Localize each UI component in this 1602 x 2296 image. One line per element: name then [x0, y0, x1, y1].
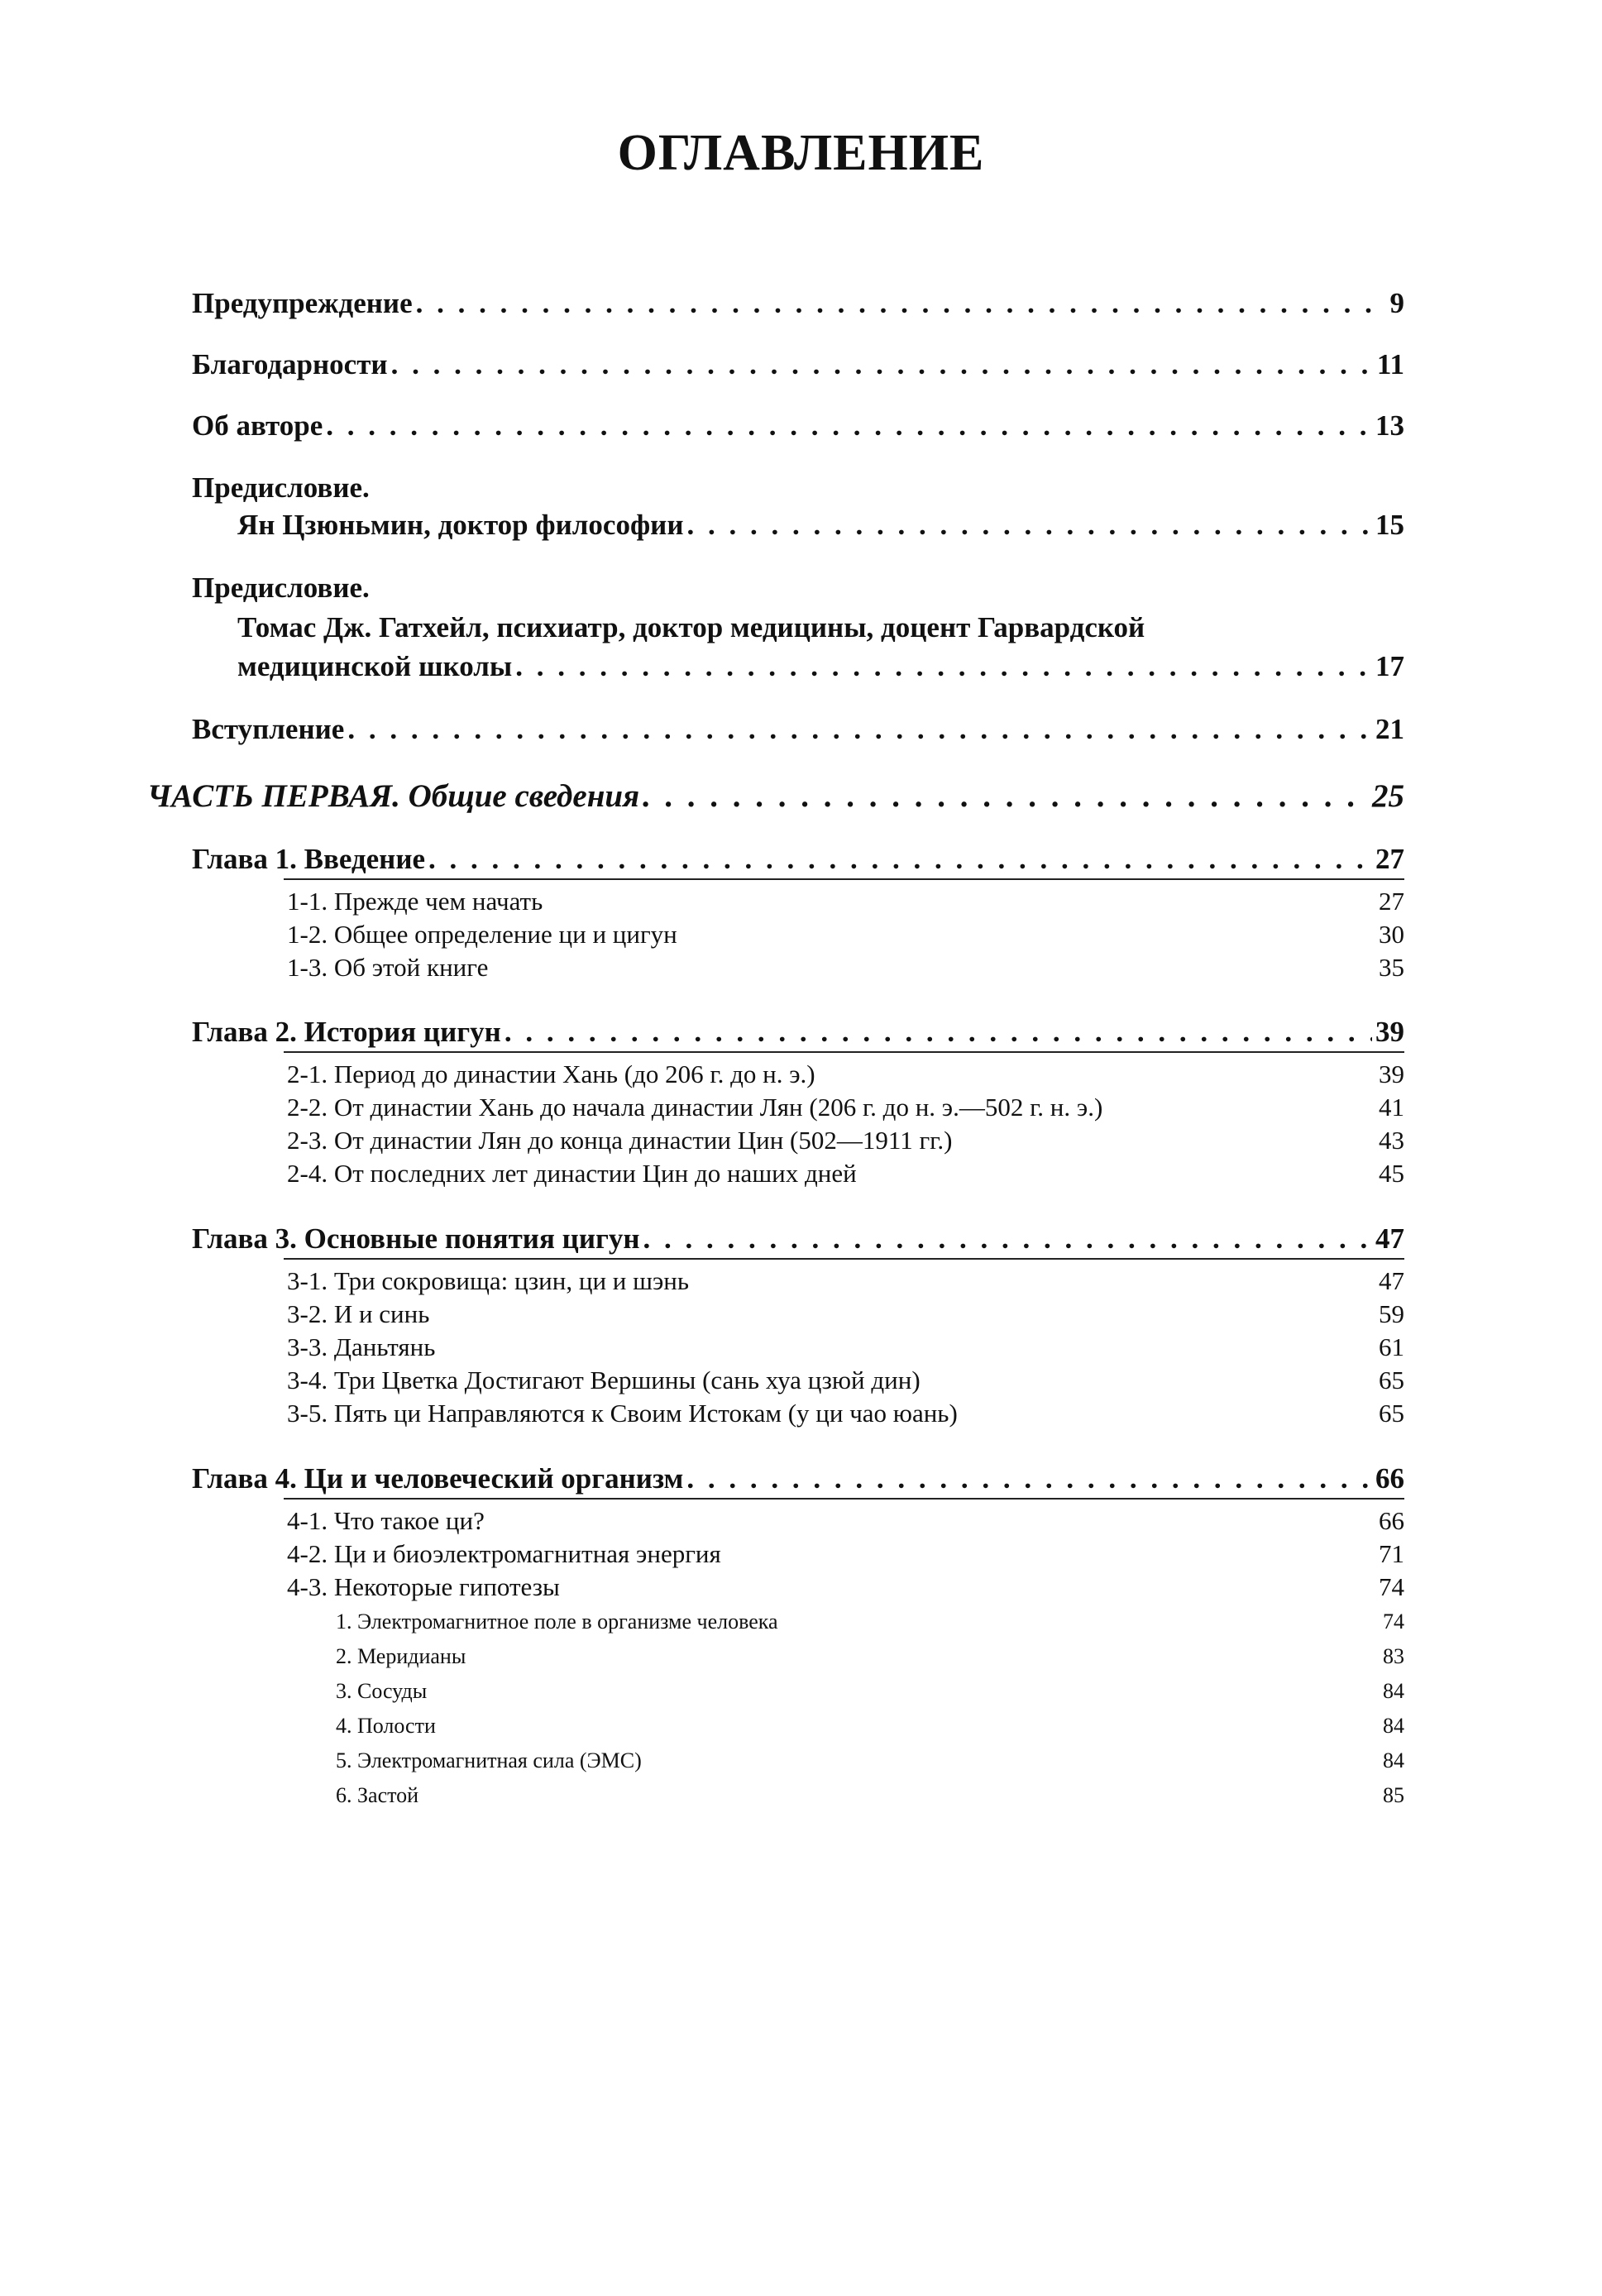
toc-entry-page: 13	[1375, 409, 1404, 442]
section-page: 74	[1379, 1572, 1404, 1601]
toc-entry-label: Предупреждение	[192, 287, 413, 319]
toc-section[interactable]	[287, 1158, 1404, 1189]
toc-entry-label: Об авторе	[192, 409, 323, 442]
chapter-label: Глава 1. Введение	[192, 843, 426, 875]
section-label: 1-1. Прежде чем начать	[287, 887, 543, 916]
section-label: 3-3. Даньтянь	[287, 1332, 436, 1361]
toc-chapter-2[interactable]	[192, 1015, 1404, 1050]
toc-entry-acknowledgements[interactable]	[192, 347, 1404, 382]
toc-section[interactable]	[287, 1059, 1404, 1090]
toc-section[interactable]	[287, 1125, 1404, 1156]
toc-section[interactable]	[287, 1538, 1404, 1570]
leader-dots	[416, 286, 1387, 321]
chapter-divider	[284, 1258, 1404, 1260]
section-label: 3-1. Три сокровища: цзин, ци и шэнь	[287, 1266, 690, 1295]
section-page: 30	[1379, 920, 1404, 949]
subsection-label: 3. Сосуды	[336, 1679, 428, 1703]
subsection-label: 4. Полости	[336, 1714, 436, 1738]
toc-section[interactable]	[287, 1265, 1404, 1297]
section-label: 2-1. Период до династии Хань (до 206 г. до н. э.)	[287, 1060, 815, 1088]
subsection-label: 6. Застой	[336, 1783, 419, 1807]
leader-dots	[643, 1222, 1372, 1256]
toc-subsection[interactable]	[336, 1782, 1404, 1810]
chapter-label: Глава 3. Основные понятия цигун	[192, 1222, 640, 1255]
toc-entry-page: 17	[1375, 650, 1404, 682]
toc-section[interactable]	[287, 1505, 1404, 1537]
chapter-page: 27	[1375, 843, 1404, 875]
chapter-divider	[284, 1498, 1404, 1500]
toc-section[interactable]	[287, 1365, 1404, 1396]
chapter-page: 39	[1375, 1016, 1404, 1048]
page-title: ОГЛАВЛЕНИЕ	[617, 125, 985, 181]
toc-section[interactable]	[287, 1398, 1404, 1429]
toc-subsection[interactable]	[336, 1643, 1404, 1671]
chapter-label: Глава 4. Ци и человеческий организм	[192, 1462, 684, 1495]
toc-entry-label: медицинской школы	[237, 650, 513, 682]
toc-subsection[interactable]	[336, 1608, 1404, 1636]
toc-entry-page: 21	[1375, 713, 1404, 745]
section-label: 4-2. Ци и биоэлектромагнитная энергия	[287, 1539, 721, 1568]
section-page: 66	[1379, 1506, 1404, 1535]
chapter-divider	[284, 1051, 1404, 1053]
subsection-page: 84	[1383, 1748, 1404, 1772]
subsection-page: 85	[1383, 1783, 1404, 1807]
toc-entry-warning[interactable]	[192, 286, 1404, 321]
section-label: 2-4. От последних лет династии Цин до наших дней	[287, 1159, 857, 1188]
toc-part-one[interactable]	[147, 779, 1404, 814]
leader-dots	[515, 649, 1372, 684]
section-page: 45	[1379, 1159, 1404, 1188]
section-page: 41	[1379, 1093, 1404, 1122]
toc-section[interactable]	[287, 1571, 1404, 1603]
toc-entry-label: Ян Цзюньмин, доктор философии	[237, 509, 684, 541]
preface-author-line: Томас Дж. Гатхейл, психиатр, доктор медицины, доцент Гарвардской	[237, 611, 1145, 643]
toc-section[interactable]	[287, 919, 1404, 950]
subsection-page: 83	[1383, 1644, 1404, 1668]
toc-entry-page: 9	[1389, 287, 1404, 319]
leader-dots	[643, 779, 1369, 814]
subsection-page: 84	[1383, 1679, 1404, 1703]
section-page: 39	[1379, 1060, 1404, 1088]
toc-section[interactable]	[287, 1299, 1404, 1330]
section-label: 3-4. Три Цветка Достигают Вершины (сань хуа цзюй дин)	[287, 1366, 921, 1394]
toc-part-label: ЧАСТЬ ПЕРВАЯ. Общие сведения	[147, 778, 640, 814]
section-label: 1-2. Общее определение ци и цигун	[287, 920, 677, 949]
subsection-page: 74	[1383, 1610, 1404, 1634]
section-label: 2-2. От династии Хань до начала династии Лян (206 г. до н. э.—502 г. н. э.)	[287, 1093, 1103, 1122]
toc-entry-page: 15	[1375, 509, 1404, 541]
toc-subsection[interactable]	[336, 1747, 1404, 1775]
section-page: 43	[1379, 1126, 1404, 1155]
chapter-divider	[284, 878, 1404, 880]
toc-entry-label: Вступление	[192, 713, 345, 745]
toc-entry-preface-gutheil[interactable]	[237, 649, 1404, 684]
leader-dots	[326, 409, 1372, 443]
chapter-page: 47	[1375, 1222, 1404, 1255]
section-label: 3-5. Пять ци Направляются к Своим Истокам (у ци чао юань)	[287, 1399, 958, 1428]
toc-section[interactable]	[287, 1332, 1404, 1363]
preface-heading: Предисловие.	[192, 572, 370, 604]
section-page: 71	[1379, 1539, 1404, 1568]
section-page: 35	[1379, 953, 1404, 982]
leader-dots	[347, 712, 1372, 747]
section-label: 4-1. Что такое ци?	[287, 1506, 485, 1535]
subsection-label: 2. Меридианы	[336, 1644, 466, 1668]
toc-part-page: 25	[1372, 778, 1404, 814]
toc-chapter-1[interactable]	[192, 842, 1404, 877]
toc-section[interactable]	[287, 1092, 1404, 1123]
leader-dots	[505, 1015, 1372, 1050]
toc-entry-page: 11	[1376, 348, 1404, 380]
leader-dots	[391, 347, 1374, 382]
toc-subsection[interactable]	[336, 1677, 1404, 1705]
section-page: 59	[1379, 1299, 1404, 1328]
toc-chapter-3[interactable]	[192, 1222, 1404, 1256]
section-page: 65	[1379, 1366, 1404, 1394]
section-page: 65	[1379, 1399, 1404, 1428]
section-label: 4-3. Некоторые гипотезы	[287, 1572, 560, 1601]
toc-entry-about-author[interactable]	[192, 409, 1404, 443]
toc-section[interactable]	[287, 886, 1404, 917]
toc-entry-introduction[interactable]	[192, 712, 1404, 747]
leader-dots	[428, 842, 1372, 877]
section-label: 2-3. От династии Лян до конца династии Цин (502—1911 гг.)	[287, 1126, 953, 1155]
leader-dots	[687, 508, 1373, 543]
chapter-label: Глава 2. История цигун	[192, 1016, 501, 1048]
subsection-label: 1. Электромагнитное поле в организме человека	[336, 1610, 778, 1634]
toc-chapter-4[interactable]	[192, 1461, 1404, 1496]
section-page: 27	[1379, 887, 1404, 916]
chapter-page: 66	[1375, 1462, 1404, 1495]
leader-dots	[686, 1461, 1372, 1496]
subsection-label: 5. Электромагнитная сила (ЭМС)	[336, 1748, 642, 1772]
section-label: 1-3. Об этой книге	[287, 953, 489, 982]
toc-entry-preface-yang[interactable]	[237, 508, 1404, 543]
toc-section[interactable]	[287, 952, 1404, 983]
toc-entry-label: Благодарности	[192, 348, 388, 380]
preface-heading: Предисловие.	[192, 471, 370, 504]
section-label: 3-2. И и синь	[287, 1299, 430, 1328]
subsection-page: 84	[1383, 1714, 1404, 1738]
section-page: 47	[1379, 1266, 1404, 1295]
toc-subsection[interactable]	[336, 1712, 1404, 1740]
section-page: 61	[1379, 1332, 1404, 1361]
